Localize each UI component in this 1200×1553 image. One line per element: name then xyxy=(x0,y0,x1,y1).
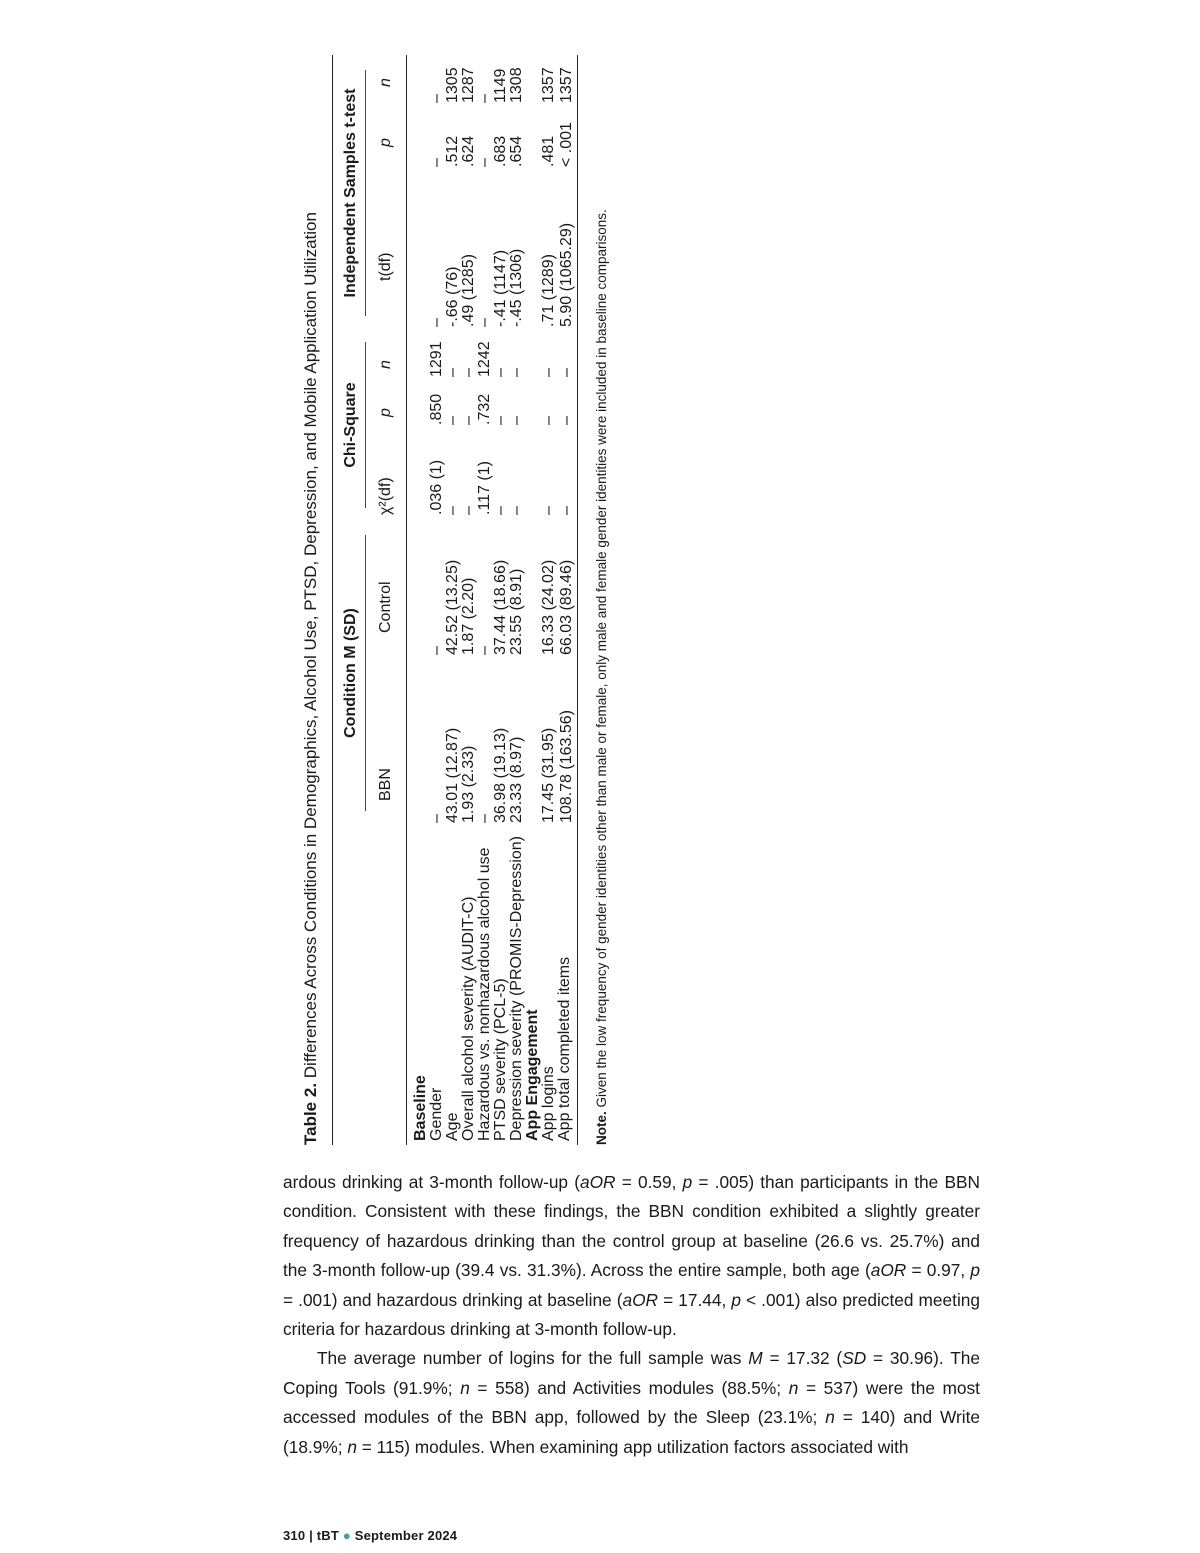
table-note xyxy=(594,55,609,1145)
col-p1: p xyxy=(370,381,407,429)
cell-control: 23.55 (8.91) xyxy=(508,568,525,655)
cell-p2: < .001 xyxy=(558,122,575,167)
text-italic: aOR xyxy=(870,1260,907,1281)
row-label: Depression severity (PROMIS-Depression) xyxy=(508,836,525,1141)
text-run: = 17.32 ( xyxy=(762,1348,843,1369)
paragraph-2 xyxy=(283,1344,980,1462)
section-engagement: App Engagement xyxy=(524,1009,541,1141)
table-caption xyxy=(300,55,322,1145)
sub-header-row xyxy=(370,55,407,1145)
col-t: t(df) xyxy=(370,171,407,331)
text-run: = 0.59, xyxy=(615,1172,683,1192)
text-run: < .001) also predicted meeting criteria for hazardous drinking at 3-month follow-up. xyxy=(283,1289,981,1340)
text-run: ardous drinking at 3-month follow-up ( xyxy=(283,1172,580,1192)
cell-n1: – xyxy=(558,368,575,377)
text-run: The average number of logins for the full sample was xyxy=(317,1348,749,1369)
cell-t: -.45 (1306) xyxy=(508,248,525,327)
cell-p2: .654 xyxy=(508,135,525,167)
cell-bbn: 43.01 (12.87) xyxy=(444,727,461,823)
group-chi-square: Chi-Square xyxy=(343,342,366,508)
text-italic: n xyxy=(825,1407,835,1428)
paragraph-1 xyxy=(283,1168,980,1344)
group-header-row xyxy=(333,55,371,1145)
table-row xyxy=(557,55,578,1145)
cell-bbn: 36.98 (19.13) xyxy=(492,727,509,823)
cell-t: -.66 (76) xyxy=(444,266,461,327)
cell-p2: .624 xyxy=(460,135,477,167)
cell-control: – xyxy=(476,646,493,655)
cell-chi: – xyxy=(540,506,557,515)
cell-chi: .036 (1) xyxy=(428,459,445,515)
cell-n2: – xyxy=(476,94,493,103)
separator-dot-icon: ● xyxy=(342,1528,351,1543)
col-control: Control xyxy=(370,519,407,659)
cell-chi: – xyxy=(492,506,509,515)
cell-t: .49 (1285) xyxy=(460,254,477,327)
table-row xyxy=(461,55,477,1145)
cell-t: 5.90 (1065.29) xyxy=(558,222,575,327)
text-italic: p xyxy=(682,1172,693,1192)
note-label: Note. xyxy=(594,1111,609,1145)
col-n2: n xyxy=(370,55,407,107)
section-baseline-row xyxy=(407,55,430,1145)
text-run: = 0.97, xyxy=(906,1260,971,1281)
row-label: App logins xyxy=(540,1066,557,1141)
section-baseline: Baseline xyxy=(412,1075,429,1141)
text-italic: aOR xyxy=(579,1172,616,1192)
row-label: App total completed items xyxy=(556,956,573,1141)
cell-control: 16.33 (24.02) xyxy=(540,559,557,655)
cell-n1: 1242 xyxy=(476,341,493,377)
note-text: Given the low frequency of gender identities other than male or female, only male and female gender identities were included in baseline comparisons. xyxy=(594,209,609,1108)
page-footer xyxy=(283,1528,457,1543)
cell-p1: .732 xyxy=(476,393,493,425)
cell-n1: – xyxy=(540,368,557,377)
cell-control: – xyxy=(428,646,445,655)
cell-bbn: 108.78 (163.56) xyxy=(558,710,575,823)
text-italic: p xyxy=(731,1289,741,1310)
cell-p1: – xyxy=(460,416,477,425)
cell-p1: .850 xyxy=(428,393,445,425)
text-run: = 558) and Activities modules (88.5%; xyxy=(469,1377,789,1398)
cell-p2: – xyxy=(428,158,445,167)
cell-n1: – xyxy=(444,368,461,377)
col-chi: χ²(df) xyxy=(370,429,407,519)
cell-t: .71 (1289) xyxy=(540,254,557,327)
cell-t: – xyxy=(476,318,493,327)
text-run: = 17.44, xyxy=(658,1289,732,1310)
cell-chi: – xyxy=(508,506,525,515)
row-label: PTSD severity (PCL-5) xyxy=(492,978,509,1141)
cell-p1: – xyxy=(492,416,509,425)
caption-label: Table 2. xyxy=(301,1082,320,1145)
cell-n1: – xyxy=(508,368,525,377)
table-row xyxy=(509,55,525,1145)
cell-control: 42.52 (13.25) xyxy=(444,559,461,655)
cell-bbn: 1.93 (2.33) xyxy=(460,745,477,823)
cell-chi: – xyxy=(444,506,461,515)
cell-n1: – xyxy=(460,368,477,377)
table-block xyxy=(300,55,680,1145)
row-label: Overall alcohol severity (AUDIT-C) xyxy=(460,896,477,1141)
text-run: = .005) than participants in the BBN condition. Consistent with these findings, the BBN condition exhibited a slightly greater frequency of hazardous drinking than the control group at baseline (26.6 vs. 25.7%) and the 3-month follow-up (39.4 vs. 31.3%). Across the entire sample, both age ( xyxy=(283,1172,980,1281)
group-t-test: Independent Samples t-test xyxy=(343,70,366,317)
cell-t: -.41 (1147) xyxy=(492,249,509,327)
cell-chi: – xyxy=(558,506,575,515)
caption-text: Differences Across Conditions in Demographics, Alcohol Use, PTSD, Depression, and Mobile Application Utilization xyxy=(301,212,320,1079)
cell-bbn: – xyxy=(428,814,445,823)
cell-n2: – xyxy=(428,94,445,103)
cell-bbn: 17.45 (31.95) xyxy=(540,727,557,823)
cell-n2: 1308 xyxy=(508,67,525,103)
row-label: Age xyxy=(444,1112,461,1141)
text-run: = .001) and hazardous drinking at baseline ( xyxy=(283,1289,623,1310)
cell-control: 1.87 (2.20) xyxy=(460,577,477,655)
row-label: Gender xyxy=(428,1087,445,1141)
cell-n2: 1357 xyxy=(540,67,557,103)
text-italic: n xyxy=(347,1436,357,1457)
journal-name: tBT xyxy=(316,1528,340,1543)
text-run: = 30.96). The Coping Tools (91.9%; xyxy=(283,1348,981,1398)
col-bbn: BBN xyxy=(370,659,407,827)
cell-n1: 1291 xyxy=(428,341,445,377)
text-italic: M xyxy=(748,1348,763,1369)
cell-n2: 1357 xyxy=(558,67,575,103)
table-row xyxy=(541,55,557,1145)
cell-p2: – xyxy=(476,158,493,167)
text-italic: n xyxy=(460,1377,470,1398)
table-rotated xyxy=(300,55,680,1145)
page-number: 310 | xyxy=(283,1528,313,1543)
cell-n2: 1305 xyxy=(444,67,461,103)
table-row xyxy=(429,55,445,1145)
cell-chi: .117 (1) xyxy=(476,461,493,515)
text-italic: p xyxy=(970,1260,980,1281)
cell-p2: .481 xyxy=(540,135,557,167)
cell-bbn: – xyxy=(476,814,493,823)
text-run: = 115) modules. When examining app utilization factors associated with xyxy=(356,1436,909,1457)
cell-bbn: 23.33 (8.97) xyxy=(508,736,525,823)
cell-chi: – xyxy=(460,506,477,515)
cell-n2: 1287 xyxy=(460,67,477,103)
group-condition: Condition M (SD) xyxy=(343,535,366,811)
col-p2: p xyxy=(370,107,407,171)
cell-p2: .683 xyxy=(492,135,509,167)
text-run: = 140) and Write (18.9%; xyxy=(283,1407,980,1457)
cell-p1: – xyxy=(558,416,575,425)
text-italic: SD xyxy=(842,1348,867,1369)
cell-n2: 1149 xyxy=(492,68,509,103)
cell-control: 66.03 (89.46) xyxy=(558,559,575,655)
cell-control: 37.44 (18.66) xyxy=(492,559,509,655)
text-run: = 537) were the most accessed modules of the BBN app, followed by the Sleep (23.1%; xyxy=(283,1377,980,1428)
cell-p1: – xyxy=(540,416,557,425)
text-italic: n xyxy=(788,1377,799,1398)
table-row xyxy=(493,55,509,1145)
cell-n1: – xyxy=(492,368,509,377)
table-row xyxy=(445,55,461,1145)
body-text xyxy=(283,1168,980,1462)
text-italic: aOR xyxy=(622,1289,659,1310)
col-n1: n xyxy=(370,331,407,381)
cell-t: – xyxy=(428,318,445,327)
row-label: Hazardous vs. nonhazardous alcohol use xyxy=(476,847,493,1141)
cell-p1: – xyxy=(508,416,525,425)
issue-date: September 2024 xyxy=(354,1528,458,1543)
cell-p2: .512 xyxy=(444,135,461,167)
data-table xyxy=(332,55,578,1145)
section-engagement-row xyxy=(525,55,541,1145)
table-row xyxy=(477,55,493,1145)
cell-p1: – xyxy=(444,416,461,425)
